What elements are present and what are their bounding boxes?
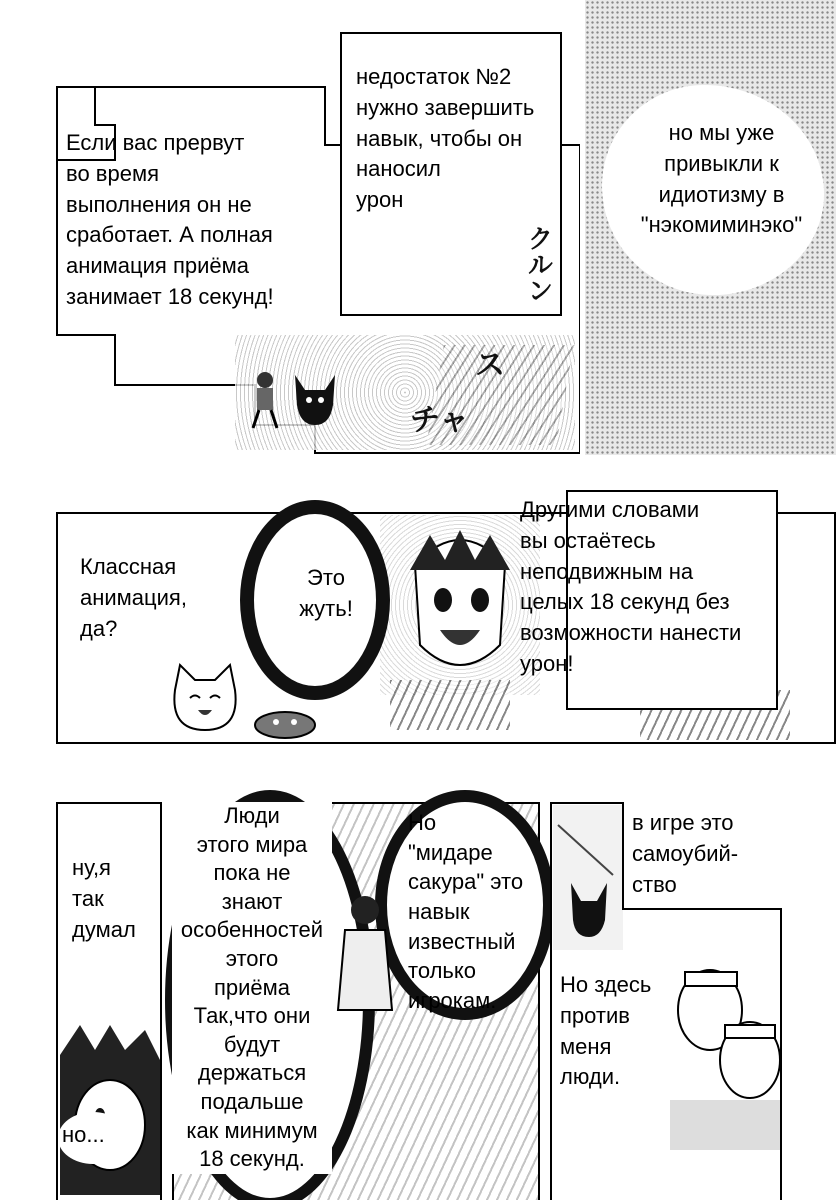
crowd-men xyxy=(670,950,780,1150)
caption-people-here: Но здесь против меня люди. xyxy=(560,972,652,1090)
sfx-kurun: クルン xyxy=(523,225,553,303)
hero-closeup xyxy=(60,1025,160,1195)
caption-world-people: Люди этого мира пока не знают особенностей этого приёма Так,что они будут держаться подальше как минимум 18 секунд. xyxy=(172,802,332,1174)
caption-idiotism: но мы уже привыкли к идиотизму в "нэкомиминэко" xyxy=(640,120,803,238)
demon-silhouette-icon xyxy=(285,360,345,430)
hero-face xyxy=(395,525,525,685)
demon-charge-scene xyxy=(553,805,623,950)
speech-cool-animation: Классная анимация, да? xyxy=(80,554,187,641)
cat-mascot-icon xyxy=(165,660,245,735)
caption-suicide: в игре это самоубий- ство xyxy=(632,810,739,897)
blob-creature-icon xyxy=(250,705,320,740)
caption-interrupt: Если вас прервут во время выполнения он не сработает. А полная анимация приёма занимает 18 секунд! xyxy=(66,130,274,309)
caption-midare-sakura: Но "мидаре сакура" это навык известный только игрокам. xyxy=(408,810,524,1014)
speech-thought-so: ну,я так думал xyxy=(72,855,136,942)
speedlines-left xyxy=(390,680,510,730)
speech-but: но... xyxy=(62,1122,105,1147)
sfx-cha: チャ xyxy=(410,403,470,438)
sfx-su: ス xyxy=(475,348,505,383)
caption-other-words: Другими словами вы остаётесь неподвижным на целых 18 секунд без возможности нанести урон! xyxy=(520,497,742,676)
warrior-figure-icon xyxy=(245,370,285,430)
speech-creepy: Это жуть! xyxy=(299,565,353,621)
caption-drawback: недостаток №2 нужно завершить навык, чтобы он наносил урон xyxy=(356,64,535,213)
samurai-figure xyxy=(330,890,400,1020)
